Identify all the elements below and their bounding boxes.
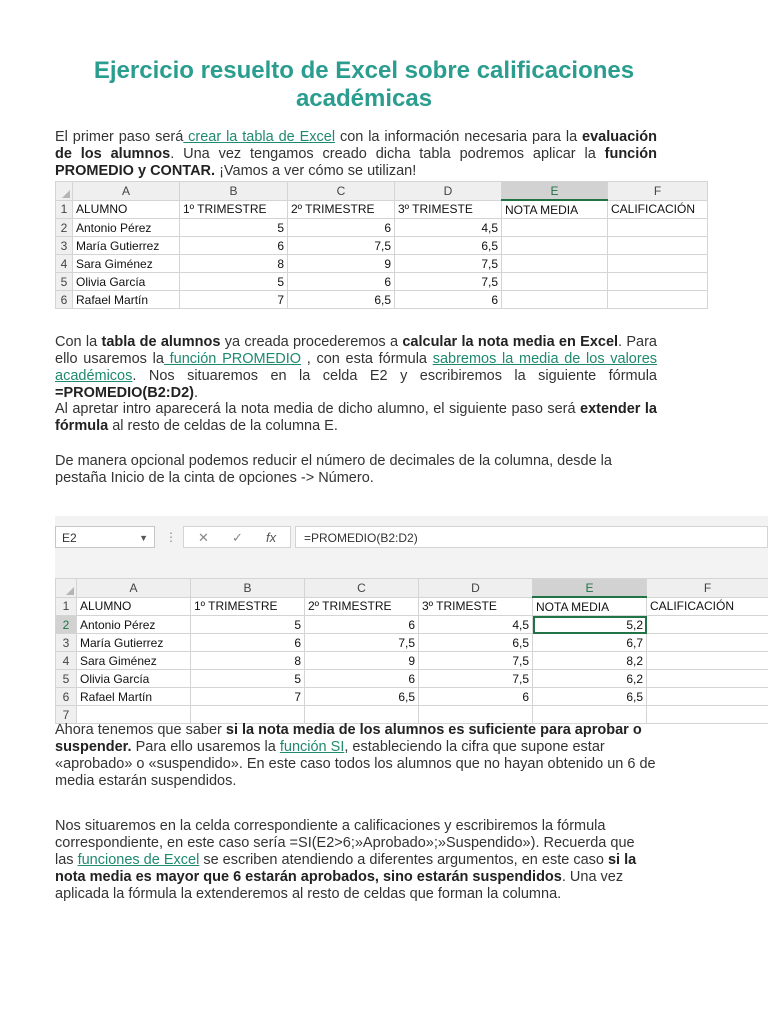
cell-a1[interactable]: ALUMNO — [73, 200, 180, 219]
row-header[interactable]: 3 — [56, 634, 77, 652]
column-header-c[interactable]: C — [288, 182, 395, 201]
intro-bold-1: evaluación de los alumnos — [55, 129, 657, 162]
cell-a6[interactable]: Rafael Martín — [73, 291, 180, 309]
calif-bold-1: si la nota media es mayor que 6 estarán aprobados, sino estarán suspendidos — [55, 852, 637, 885]
promedio-text-5: . Nos situaremos en la celda E2 y escribiremos la siguiente fórmula — [132, 368, 657, 384]
column-header-f[interactable]: F — [608, 182, 708, 201]
cell-d1[interactable]: 3º TRIMESTE — [395, 200, 502, 219]
cell-c5[interactable]: 6 — [305, 670, 419, 688]
cell-d6[interactable]: 6 — [395, 291, 502, 309]
formula-input[interactable]: =PROMEDIO(B2:D2) — [295, 526, 768, 548]
promedio-formula: =PROMEDIO(B2:D2) — [55, 385, 194, 401]
column-header-b[interactable]: B — [191, 579, 305, 598]
table-row — [56, 634, 768, 652]
promedio-text-1: Con la — [55, 334, 102, 350]
cell-d4[interactable]: 7,5 — [395, 255, 502, 273]
chevron-down-icon[interactable]: ▼ — [139, 533, 148, 543]
cell-e5[interactable] — [502, 273, 608, 291]
table-row — [56, 219, 708, 237]
table-row — [56, 597, 768, 616]
table-row — [56, 670, 768, 688]
cell-c2[interactable]: 6 — [305, 616, 419, 634]
enter-check-icon[interactable]: ✓ — [232, 530, 243, 545]
table-row — [56, 237, 708, 255]
cell-b1[interactable]: 1º TRIMESTRE — [180, 200, 288, 219]
table-row — [56, 255, 708, 273]
cell-a5[interactable]: Olivia García — [77, 670, 191, 688]
cell-c1[interactable]: 2º TRIMESTRE — [288, 200, 395, 219]
page-title: Ejercicio resuelto de Excel sobre calificaciones académicas — [93, 57, 635, 112]
cell-d2[interactable]: 4,5 — [395, 219, 502, 237]
cell-c3[interactable]: 7,5 — [288, 237, 395, 255]
column-header-e[interactable]: E — [533, 579, 647, 598]
extend-text-2: al resto de celdas de la columna E. — [108, 418, 338, 434]
column-header-d[interactable]: D — [419, 579, 533, 598]
calif-text-1: Nos situaremos en la celda correspondiente a calificaciones y escribiremos la fórmula correspondiente, en este caso sería =SI(E2>6;»Aprobado»;»Suspendido»). Recuerda que las — [55, 818, 635, 868]
table-row — [56, 688, 768, 706]
extend-bold-1: extender la fórmula — [55, 401, 657, 434]
column-header-d[interactable]: D — [395, 182, 502, 201]
row-header[interactable]: 6 — [56, 291, 73, 309]
row-header[interactable]: 1 — [56, 200, 73, 219]
si-bold-1: si la nota media de los alumnos es suficiente para aprobar o suspender. — [55, 722, 642, 755]
si-text-1: Ahora tenemos que saber — [55, 722, 226, 738]
formula-bar — [55, 516, 768, 578]
promedio-bold-2: calcular la nota media en Excel — [402, 334, 619, 350]
cell-f4[interactable] — [608, 255, 708, 273]
column-header-c[interactable]: C — [305, 579, 419, 598]
cell-b5[interactable]: 5 — [191, 670, 305, 688]
cell-f3[interactable] — [647, 634, 768, 652]
column-header-e[interactable]: E — [502, 182, 608, 201]
cell-c4[interactable]: 9 — [305, 652, 419, 670]
cell-b3[interactable]: 6 — [180, 237, 288, 255]
link-funciones-excel[interactable]: funciones de Excel — [77, 852, 200, 868]
cell-c1[interactable]: 2º TRIMESTRE — [305, 597, 419, 616]
cell-e7[interactable] — [533, 706, 647, 724]
cell-d3[interactable]: 6,5 — [395, 237, 502, 255]
cell-c6[interactable]: 6,5 — [305, 688, 419, 706]
cell-d4[interactable]: 7,5 — [419, 652, 533, 670]
name-box[interactable] — [55, 526, 155, 548]
column-header-b[interactable]: B — [180, 182, 288, 201]
row-header[interactable]: 5 — [56, 273, 73, 291]
table-row — [56, 616, 768, 634]
promedio-text-3: . Para ello usaremos la — [55, 334, 657, 367]
name-box-value: E2 — [62, 531, 77, 545]
column-header-f[interactable]: F — [647, 579, 768, 598]
cell-d6[interactable]: 6 — [419, 688, 533, 706]
cell-e2[interactable]: 5,2 — [533, 616, 647, 634]
link-funcion-si[interactable]: función SI — [279, 739, 345, 755]
cell-f1[interactable]: CALIFICACIÓN — [647, 597, 768, 616]
decimals-paragraph: De manera opcional podemos reducir el número de decimales de la columna, desde la pestaña Inicio de la cinta de opciones -> Número. — [55, 453, 612, 486]
cell-f7[interactable] — [647, 706, 768, 724]
cell-b6[interactable]: 7 — [180, 291, 288, 309]
cell-d7[interactable] — [419, 706, 533, 724]
cell-f6[interactable] — [608, 291, 708, 309]
formula-buttons — [183, 526, 291, 548]
cell-e5[interactable]: 6,2 — [533, 670, 647, 688]
cell-a3[interactable]: María Gutierrez — [73, 237, 180, 255]
cell-e6[interactable]: 6,5 — [533, 688, 647, 706]
cell-e1[interactable]: NOTA MEDIA — [533, 597, 647, 616]
intro-bold-2: función PROMEDIO y CONTAR. — [55, 146, 657, 179]
intro-text-1: El primer paso será — [55, 129, 184, 145]
row-header[interactable]: 2 — [56, 616, 77, 634]
row-header[interactable]: 5 — [56, 670, 77, 688]
link-crear-tabla-excel[interactable]: crear la tabla de Excel — [183, 129, 336, 145]
cell-a4[interactable]: Sara Giménez — [73, 255, 180, 273]
cell-f5[interactable] — [608, 273, 708, 291]
row-header[interactable]: 4 — [56, 652, 77, 670]
insert-function-icon[interactable]: fx — [266, 530, 277, 545]
cell-b1[interactable]: 1º TRIMESTRE — [191, 597, 305, 616]
cell-c7[interactable] — [305, 706, 419, 724]
select-all-corner[interactable] — [56, 579, 77, 598]
table-row — [56, 291, 708, 309]
cell-f4[interactable] — [647, 652, 768, 670]
cell-f2[interactable] — [608, 219, 708, 237]
si-paragraph — [55, 722, 657, 790]
table-row — [56, 652, 768, 670]
cell-a3[interactable]: María Gutierrez — [77, 634, 191, 652]
cell-d2[interactable]: 4,5 — [419, 616, 533, 634]
cell-d3[interactable]: 6,5 — [419, 634, 533, 652]
cell-e3[interactable] — [502, 237, 608, 255]
cell-b5[interactable]: 5 — [180, 273, 288, 291]
cell-b7[interactable] — [191, 706, 305, 724]
promedio-paragraph — [55, 334, 657, 402]
cell-d5[interactable]: 7,5 — [419, 670, 533, 688]
cell-e4[interactable]: 8,2 — [533, 652, 647, 670]
cell-b2[interactable]: 5 — [180, 219, 288, 237]
cell-e2[interactable] — [502, 219, 608, 237]
cell-c3[interactable]: 7,5 — [305, 634, 419, 652]
link-media-valores[interactable]: sabremos la media de los valores académicos — [55, 351, 658, 384]
cell-a7[interactable] — [77, 706, 191, 724]
promedio-text-6: . — [193, 385, 199, 401]
cell-f1[interactable]: CALIFICACIÓN — [608, 200, 708, 219]
intro-paragraph — [55, 129, 657, 180]
cell-e6[interactable] — [502, 291, 608, 309]
table-row — [56, 273, 708, 291]
cell-a2[interactable]: Antonio Pérez — [77, 616, 191, 634]
cell-b6[interactable]: 7 — [191, 688, 305, 706]
cell-a4[interactable]: Sara Giménez — [77, 652, 191, 670]
promedio-text-2: ya creada procederemos a — [220, 334, 403, 350]
calif-text-2: se escriben atendiendo a diferentes argumentos, en este caso — [199, 852, 608, 868]
table-row — [56, 200, 708, 219]
cell-e3[interactable]: 6,7 — [533, 634, 647, 652]
row-header[interactable]: 2 — [56, 219, 73, 237]
cell-f6[interactable] — [647, 688, 768, 706]
promedio-bold-1: tabla de alumnos — [101, 334, 221, 350]
cell-f5[interactable] — [647, 670, 768, 688]
cell-d5[interactable]: 7,5 — [395, 273, 502, 291]
cell-a2[interactable]: Antonio Pérez — [73, 219, 180, 237]
cell-a1[interactable]: ALUMNO — [77, 597, 191, 616]
cell-b2[interactable]: 5 — [191, 616, 305, 634]
cell-c4[interactable]: 9 — [288, 255, 395, 273]
cell-d1[interactable]: 3º TRIMESTE — [419, 597, 533, 616]
extend-paragraph — [55, 401, 657, 435]
column-header-a[interactable]: A — [73, 182, 180, 201]
intro-text-4: ¡Vamos a ver cómo se utilizan! — [215, 163, 417, 179]
cell-c6[interactable]: 6,5 — [288, 291, 395, 309]
row-header[interactable]: 3 — [56, 237, 73, 255]
cell-e1[interactable]: NOTA MEDIA — [502, 200, 608, 219]
cell-f3[interactable] — [608, 237, 708, 255]
column-header-a[interactable]: A — [77, 579, 191, 598]
row-header[interactable]: 4 — [56, 255, 73, 273]
promedio-text-4: , con esta fórmula — [301, 351, 433, 367]
cell-c5[interactable]: 6 — [288, 273, 395, 291]
row-header[interactable]: 7 — [56, 706, 77, 724]
select-all-corner[interactable] — [56, 182, 73, 201]
calificaciones-paragraph — [55, 818, 657, 903]
cell-f2[interactable] — [647, 616, 768, 634]
si-text-2: Para ello usaremos la — [131, 739, 280, 755]
row-header[interactable]: 1 — [56, 597, 77, 616]
row-header[interactable]: 6 — [56, 688, 77, 706]
cell-a6[interactable]: Rafael Martín — [77, 688, 191, 706]
table-row — [56, 706, 768, 724]
more-dots-icon: ⋮ — [165, 530, 177, 544]
cell-e4[interactable] — [502, 255, 608, 273]
link-funcion-promedio[interactable]: función PROMEDIO — [163, 351, 302, 367]
si-text-3: , estableciendo la cifra que supone estar «aprobado» o «suspendido». En este caso todos los alumnos que no hayan obtenido un 6 de media estarán suspendidos. — [55, 739, 656, 789]
calif-text-3: . Una vez aplicada la fórmula la extenderemos al resto de celdas que forman la columna. — [55, 869, 624, 902]
spreadsheet-with-averages — [55, 578, 768, 724]
cell-c2[interactable]: 6 — [288, 219, 395, 237]
cell-b4[interactable]: 8 — [180, 255, 288, 273]
intro-text-2: con la información necesaria para la — [335, 129, 583, 145]
extend-text-1: Al apretar intro aparecerá la nota media de dicho alumno, el siguiente paso será — [55, 401, 580, 417]
cancel-icon[interactable]: ✕ — [198, 530, 209, 545]
cell-a5[interactable]: Olivia García — [73, 273, 180, 291]
spreadsheet-students-table — [55, 181, 708, 309]
cell-b4[interactable]: 8 — [191, 652, 305, 670]
intro-text-3: . Una vez tengamos creado dicha tabla podremos aplicar la — [170, 146, 605, 162]
cell-b3[interactable]: 6 — [191, 634, 305, 652]
